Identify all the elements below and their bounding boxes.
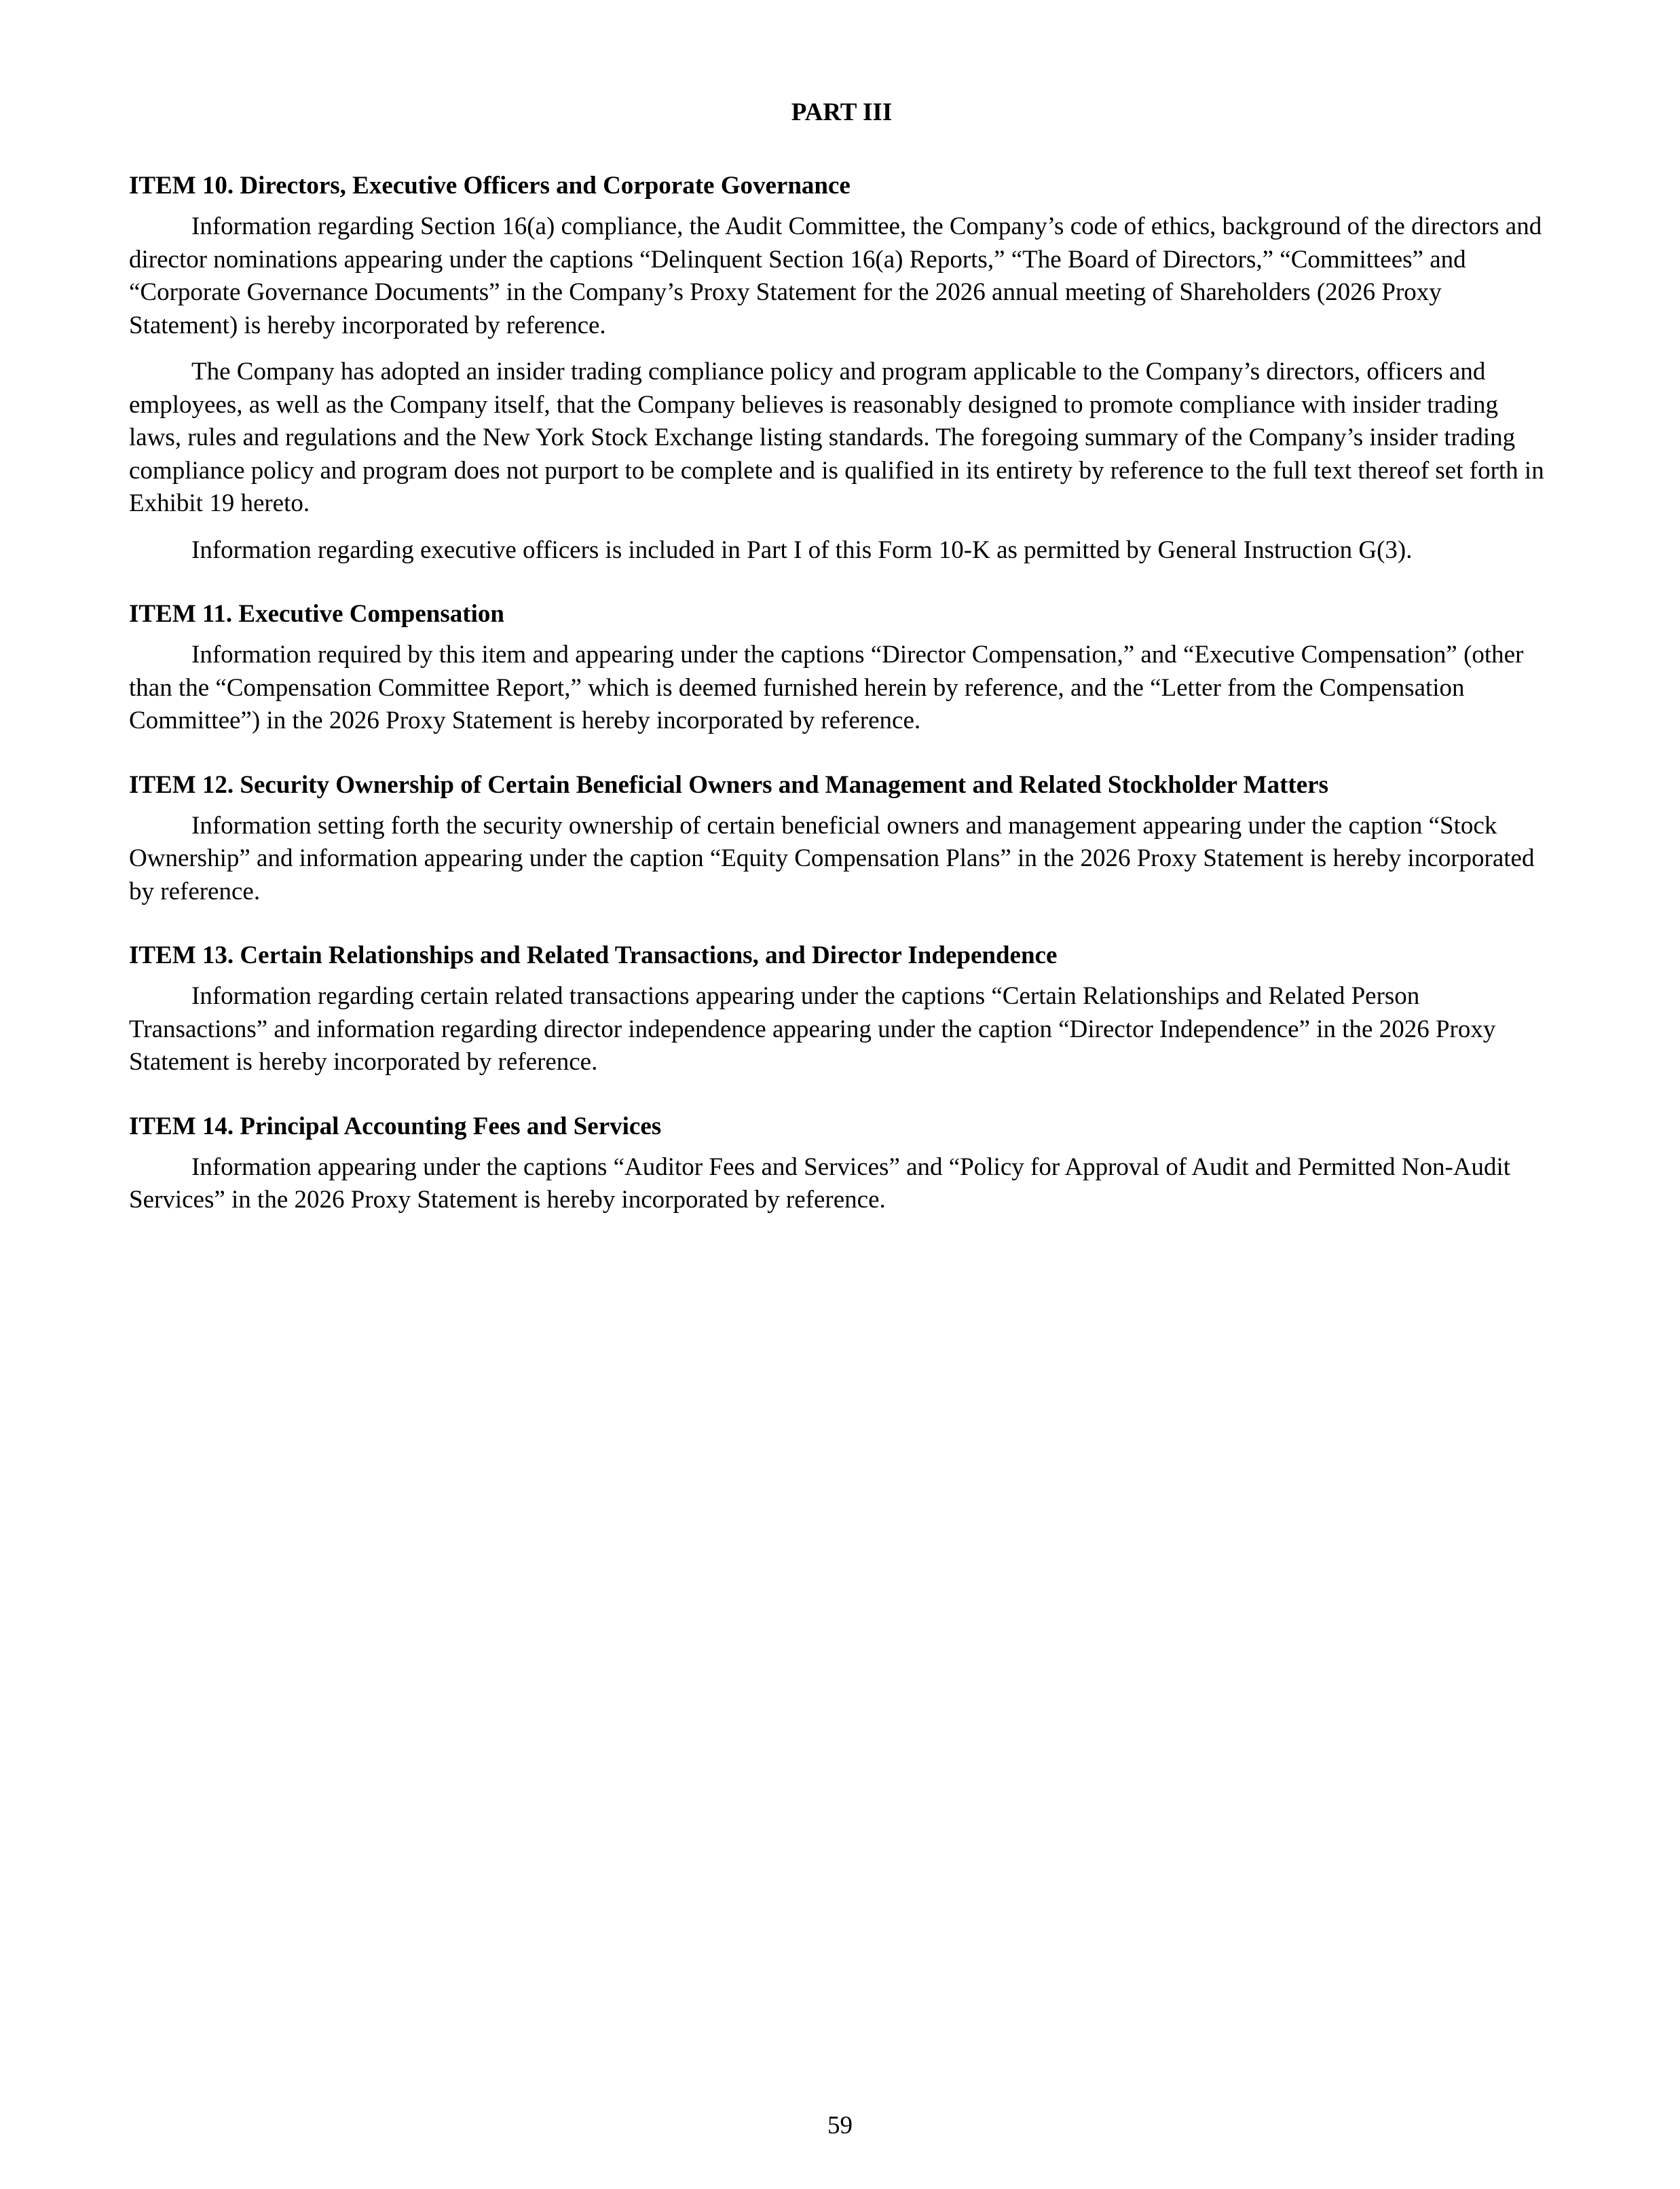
item-11-paragraph-1: Information required by this item and appearing under the captions “Director Compensation,” and “Executive Compensation” (other than the “Compensation Committee Report,” which is deemed furnished herein by reference, and the “Letter from the Compensation Committee”) in the 2026 Proxy Statement is hereby incorporated by reference. (129, 641, 1524, 734)
document-page (129, 92, 1554, 1248)
item-14-section (129, 1110, 1554, 1217)
item-14-paragraph-1: Information appearing under the captions “Auditor Fees and Services” and “Policy for Approval of Audit and Permitted Non-Audit Services” in the 2026 Proxy Statement is hereby incorporated by reference. (129, 1153, 1511, 1214)
item-10-paragraph-1: Information regarding Section 16(a) compliance, the Audit Committee, the Company’s code of ethics, background of the directors and director nominations appearing under the captions “Delinquent Section 16(a) Reports,” “The Board of Directors,” “Committees” and “Corporate Governance Documents” in the Company’s Proxy Statement for the 2026 annual meeting of Shareholders (2026 Proxy Statement) is hereby incorporated by reference. (129, 212, 1542, 339)
page-number: 59 (827, 2112, 853, 2139)
item-10-heading: ITEM 10. Directors, Executive Officers and Corporate Governance (129, 172, 851, 200)
item-10-paragraph-2: The Company has adopted an insider trading compliance policy and program applicable to the Company’s directors, officers and employees, as well as the Company itself, that the Company believes is reasonably designed to promote compliance with insider trading laws, rules and regulations and the New York Stock Exchange listing standards. The foregoing summary of the Company’s insider trading compliance policy and program does not purport to be complete and is qualified in its entirety by reference to the full text thereof set forth in Exhibit 19 hereto. (129, 358, 1544, 517)
item-10-paragraph-3: Information regarding executive officers is included in Part I of this Form 10-K as permitted by General Instruction G(3). (191, 536, 1413, 564)
part-title: PART III (791, 98, 893, 126)
item-12-heading: ITEM 12. Security Ownership of Certain Beneficial Owners and Management and Related Stockholder Matters (129, 770, 1328, 799)
item-13-section (129, 939, 1554, 1079)
item-10-section (129, 170, 1554, 567)
item-12-paragraph-1: Information setting forth the security ownership of certain beneficial owners and management appearing under the caption “Stock Ownership” and information appearing under the caption “Equity Compensation Plans” in the 2026 Proxy Statement is hereby incorporated by reference. (129, 811, 1535, 905)
item-13-paragraph-1: Information regarding certain related transactions appearing under the captions “Certain Relationships and Related Person Transactions” and information regarding director independence appearing under the caption “Director Independence” in the 2026 Proxy Statement is hereby incorporated by reference. (129, 982, 1496, 1076)
item-11-heading: ITEM 11. Executive Compensation (129, 600, 504, 628)
item-11-section (129, 598, 1554, 738)
item-13-heading: ITEM 13. Certain Relationships and Related Transactions, and Director Independence (129, 941, 1058, 969)
item-14-heading: ITEM 14. Principal Accounting Fees and Services (129, 1112, 662, 1140)
item-12-section (129, 769, 1554, 909)
